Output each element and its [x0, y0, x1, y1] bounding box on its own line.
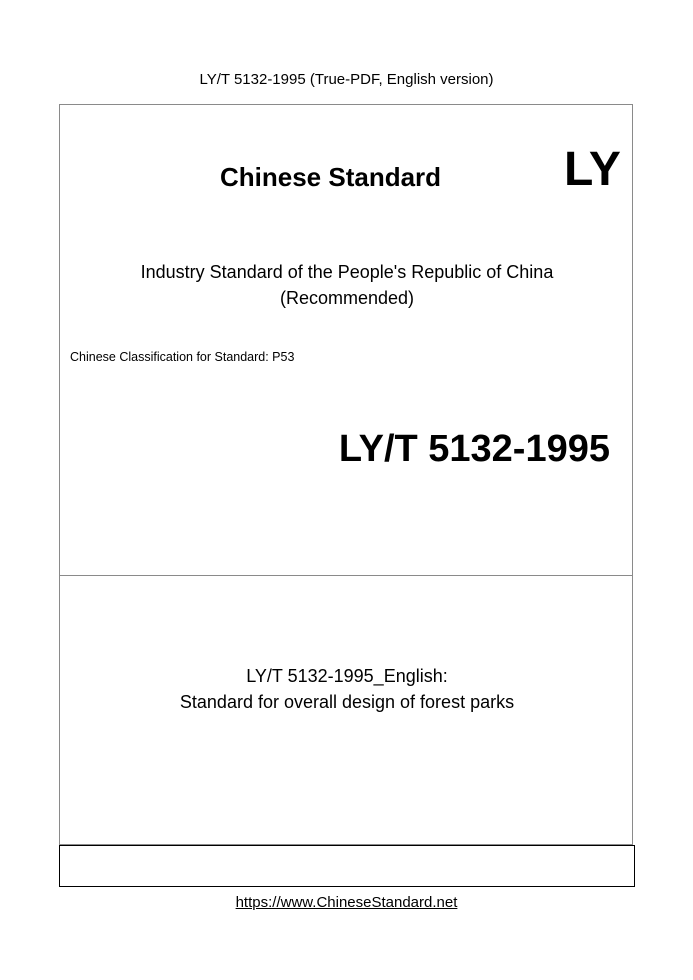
- issuer-line: Industry Standard of the People's Republic of China: [140, 262, 554, 282]
- footer: [0, 893, 693, 913]
- document-type: Chinese Standard: [220, 162, 442, 192]
- classification-text: Chinese Classification for Standard: P53: [70, 350, 295, 364]
- page-header: LY/T 5132-1995 (True-PDF, English version): [199, 71, 494, 88]
- website-link[interactable]: https://www.ChineseStandard.net: [235, 894, 458, 911]
- recommended-line: (Recommended): [279, 288, 415, 308]
- bottom-box: [59, 845, 635, 887]
- standard-code-logo: LY: [564, 143, 621, 196]
- issuer-block: [60, 259, 634, 311]
- standard-number: LY/T 5132-1995: [338, 428, 610, 470]
- title-line-name: Standard for overall design of forest parks: [179, 692, 515, 712]
- section-divider: [60, 575, 632, 576]
- title-line-code: LY/T 5132-1995_English:: [246, 666, 448, 686]
- standard-title-block: [60, 663, 634, 715]
- cover-frame: [59, 104, 633, 845]
